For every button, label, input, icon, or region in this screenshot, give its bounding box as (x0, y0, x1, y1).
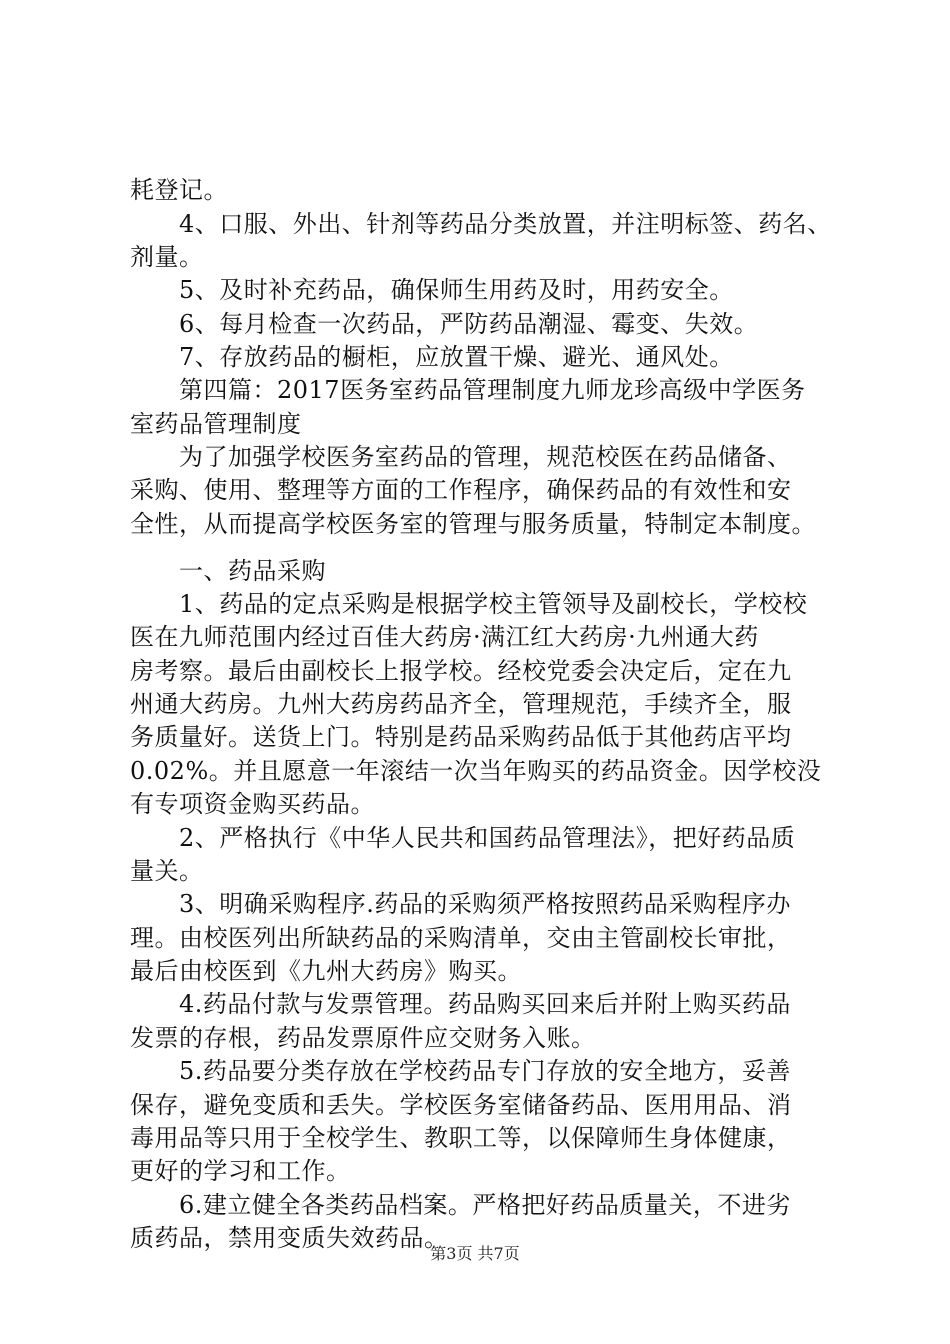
text-line: 2、严格执行《中华人民共和国药品管理法》，把好药品质 (130, 824, 796, 852)
text-line: 5.药品要分类存放在学校药品专门存放的安全地方，妥善 (130, 1057, 791, 1085)
section-heading: 第四篇：2017医务室药品管理制度九师龙珍高级中学医务 (130, 376, 806, 404)
text-line: 3、明确采购程序.药品的采购须严格按照药品采购程序办 (130, 890, 791, 918)
text-line: 采购、使用、整理等方面的工作程序，确保药品的有效性和安 (130, 476, 792, 504)
text-line: 房考察。最后由副校长上报学校。经校党委会决定后，定在九 (130, 657, 792, 685)
text-line: 量关。 (130, 857, 204, 885)
text-line: 为了加强学校医务室药品的管理，规范校医在药品储备、 (130, 443, 792, 471)
text-line: 务质量好。送货上门。特别是药品采购药品低于其他药店平均 (130, 723, 792, 751)
text-line: 发票的存根，药品发票原件应交财务入账。 (130, 1024, 596, 1052)
text-line: 理。由校医列出所缺药品的采购清单，交由主管副校长审批， (130, 924, 792, 952)
text-line: 4、口服、外出、针剂等药品分类放置，并注明标签、药名、 (130, 210, 832, 238)
text-line: 全性，从而提高学校医务室的管理与服务质量，特制定本制度。 (130, 510, 816, 538)
text-line: 耗登记。 (130, 176, 228, 204)
text-line: 6.建立健全各类药品档案。严格把好药品质量关，不进劣 (130, 1191, 791, 1219)
text-line: 毒用品等只用于全校学生、教职工等，以保障师生身体健康， (130, 1124, 792, 1152)
text-line: 有专项资金购买药品。 (130, 790, 375, 818)
page-number-footer: 第3页 共7页 (430, 1244, 520, 1263)
text-line: 质药品，禁用变质失效药品。 (130, 1224, 449, 1252)
text-line: 0.02%。并且愿意一年滚结一次当年购买的药品资金。因学校没 (130, 757, 822, 785)
section-heading: 室药品管理制度 (130, 410, 302, 438)
text-line: 剂量。 (130, 243, 204, 271)
text-line: 4.药品付款与发票管理。药品购买回来后并附上购买药品 (130, 990, 791, 1018)
subsection-heading: 一、药品采购 (130, 557, 326, 585)
text-line: 最后由校医到《九州大药房》购买。 (130, 957, 522, 985)
text-line: 医在九师范围内经过百佳大药房·满江红大药房·九州通大药 (130, 623, 759, 651)
text-line: 州通大药房。九州大药房药品齐全，管理规范，手续齐全，服 (130, 690, 792, 718)
text-line: 5、及时补充药品，确保师生用药及时，用药安全。 (130, 276, 734, 304)
text-line: 1、药品的定点采购是根据学校主管领导及副校长，学校校 (130, 590, 808, 618)
text-line: 保存，避免变质和丢失。学校医务室储备药品、医用用品、消 (130, 1091, 792, 1119)
text-line: 更好的学习和工作。 (130, 1157, 351, 1185)
text-line: 6、每月检查一次药品，严防药品潮湿、霉变、失效。 (130, 310, 759, 338)
text-line: 7、存放药品的橱柜，应放置干燥、避光、通风处。 (130, 343, 734, 371)
